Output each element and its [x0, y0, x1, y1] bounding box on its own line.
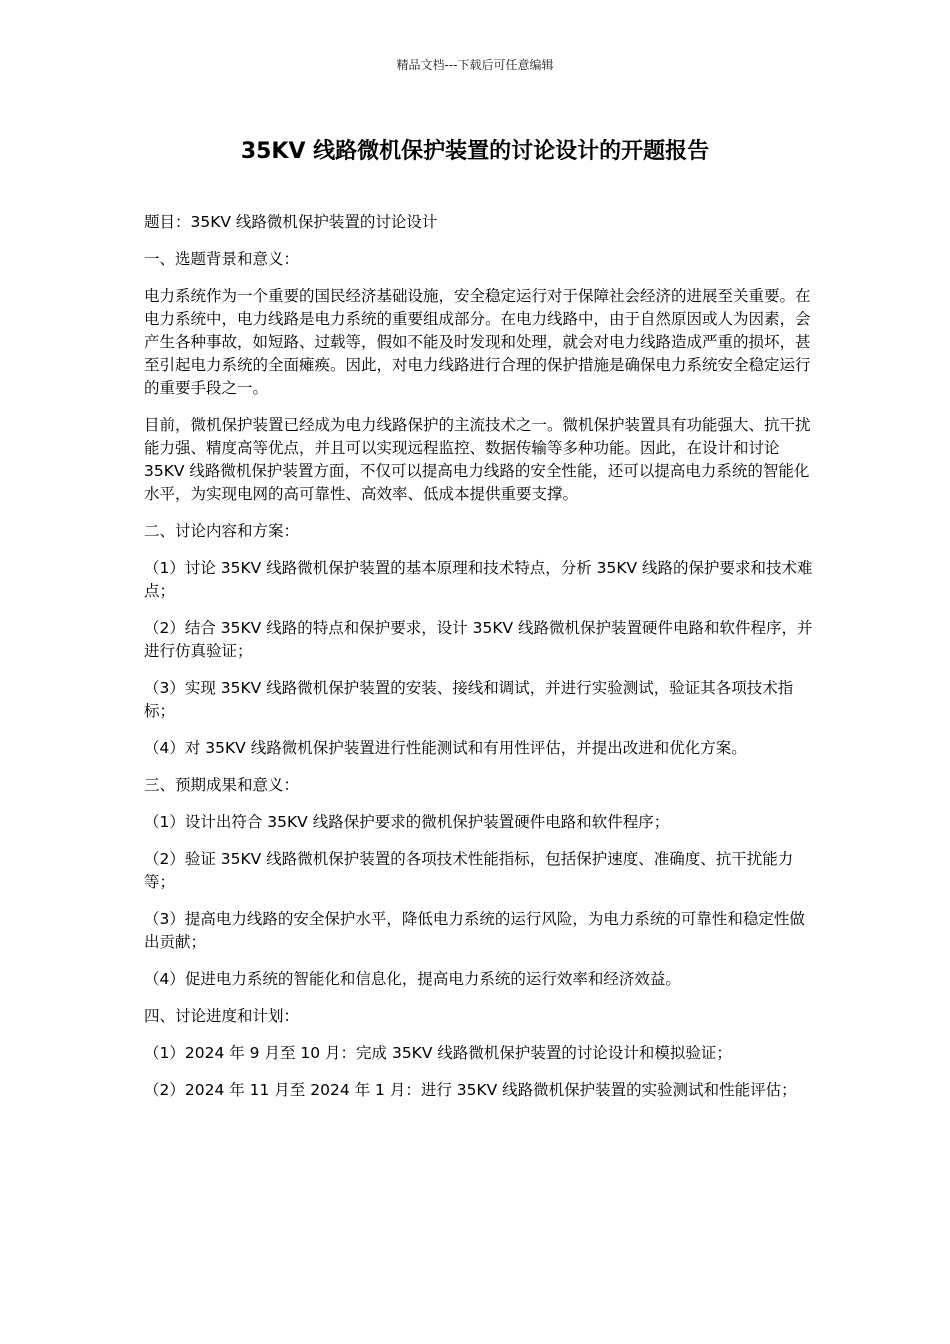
- document-title: 35KV 线路微机保护装置的讨论设计的开题报告: [240, 139, 710, 164]
- outcome-list-item: （4）促进电力系统的智能化和信息化，提高电力系统的运行效率和经济效益。: [144, 970, 681, 988]
- content-list-item: （2）结合 35KV 线路的特点和保护要求，设计 35KV 线路微机保护装置硬件电路和软件程序，并进行仿真验证；: [144, 619, 813, 660]
- section-heading-outcomes: 三、预期成果和意义：: [144, 776, 300, 794]
- background-paragraph: 电力系统作为一个重要的国民经济基础设施，安全稳定运行对于保障社会经济的进展至关重要。在电力系统中，电力线路是电力系统的重要组成部分。在电力线路中，由于自然原因或人为因素，会产生各种事故，如短路、过载等，假如不能及时发现和处理，就会对电力线路造成严重的损坏，甚至引起电力系统的全面瘫痪。因此，对电力线路进行合理的保护措施是确保电力系统安全稳定运行的重要手段之一。: [144, 287, 811, 397]
- document-body: [144, 211, 820, 1116]
- background-paragraph: 目前，微机保护装置已经成为电力线路保护的主流技术之一。微机保护装置具有功能强大、抗干扰能力强、精度高等优点，并且可以实现远程监控、数据传输等多种功能。因此，在设计和讨论 35KV 线路微机保护装置方面，不仅可以提高电力线路的安全性能，还可以提高电力系统的智能化水平，为实现电网的高可靠性、高效率、低成本提供重要支撑。: [144, 416, 811, 503]
- header-note: 精品文档---下载后可任意编辑: [396, 58, 554, 72]
- outcome-list-item: （2）验证 35KV 线路微机保护装置的各项技术性能指标，包括保护速度、准确度、抗干扰能力等；: [144, 850, 794, 891]
- section-heading-schedule: 四、讨论进度和计划：: [144, 1007, 300, 1025]
- topic-line: 题目：35KV 线路微机保护装置的讨论设计: [144, 213, 438, 231]
- outcome-list-item: （1）设计出符合 35KV 线路保护要求的微机保护装置硬件电路和软件程序；: [144, 813, 670, 831]
- outcome-list-item: （3）提高电力线路的安全保护水平，降低电力系统的运行风险，为电力系统的可靠性和稳定性做出贡献；: [144, 910, 805, 951]
- section-heading-content: 二、讨论内容和方案：: [144, 522, 300, 540]
- schedule-list-item: （2）2024 年 11 月至 2024 年 1 月：进行 35KV 线路微机保护装置的实验测试和性能评估；: [144, 1081, 797, 1099]
- content-list-item: （1）讨论 35KV 线路微机保护装置的基本原理和技术特点，分析 35KV 线路的保护要求和技术难点；: [144, 559, 813, 600]
- schedule-list-item: （1）2024 年 9 月至 10 月：完成 35KV 线路微机保护装置的讨论设计和模拟验证；: [144, 1044, 732, 1062]
- section-heading-background: 一、选题背景和意义：: [144, 250, 300, 268]
- content-list-item: （4）对 35KV 线路微机保护装置进行性能测试和有用性评估，并提出改进和优化方案。: [144, 739, 747, 757]
- content-list-item: （3）实现 35KV 线路微机保护装置的安装、接线和调试，并进行实验测试，验证其各项技术指标；: [144, 679, 794, 720]
